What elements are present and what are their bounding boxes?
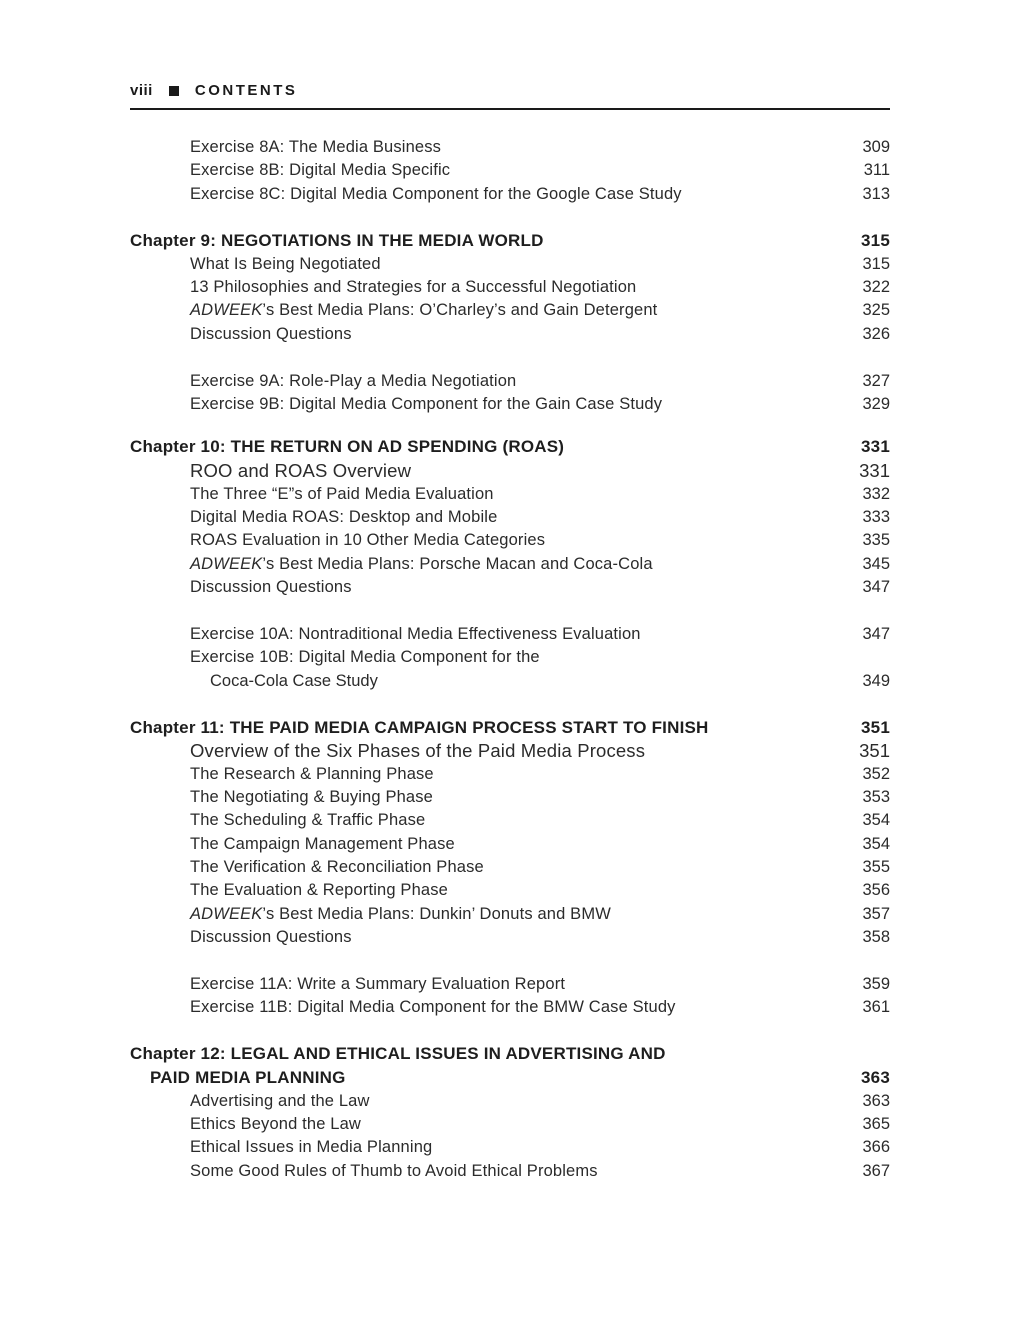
toc-page-number: 329 bbox=[862, 395, 890, 413]
toc-entry-title-rest: ’s Best Media Plans: Dunkin’ Donuts and BMW bbox=[262, 905, 611, 923]
toc-entry-title: Discussion Questions bbox=[190, 928, 352, 946]
toc-page-number: 309 bbox=[862, 138, 890, 156]
toc-entry bbox=[190, 926, 890, 949]
toc-entry bbox=[190, 786, 890, 809]
toc-entry bbox=[190, 809, 890, 832]
toc-page-number: 331 bbox=[861, 437, 890, 456]
toc-page-number: 347 bbox=[862, 578, 890, 596]
toc-entry-title: Exercise 8B: Digital Media Specific bbox=[190, 161, 451, 179]
toc-entry bbox=[190, 576, 890, 599]
toc-page-number: 367 bbox=[862, 1162, 890, 1180]
toc-entry bbox=[190, 1090, 890, 1113]
toc-entry-title-rest: ’s Best Media Plans: O’Charley’s and Gain Detergent bbox=[262, 301, 658, 319]
toc-entry-title: Some Good Rules of Thumb to Avoid Ethical Problems bbox=[190, 1162, 598, 1180]
toc-page-number: 357 bbox=[862, 905, 890, 923]
toc-entry-title: 13 Philosophies and Strategies for a Successful Negotiation bbox=[190, 278, 637, 296]
toc-chapter-heading bbox=[150, 1066, 890, 1089]
toc-entry-title: The Three “E”s of Paid Media Evaluation bbox=[190, 485, 494, 503]
toc-page-number: 325 bbox=[862, 301, 890, 319]
toc-entry-title: Discussion Questions bbox=[190, 325, 352, 343]
toc-entry bbox=[190, 833, 890, 856]
toc-entry bbox=[190, 253, 890, 276]
toc-entry bbox=[190, 276, 890, 299]
toc-entry bbox=[190, 623, 890, 646]
toc-page-number: 354 bbox=[862, 811, 890, 829]
toc-entry bbox=[190, 159, 890, 182]
toc-page-number: 361 bbox=[862, 998, 890, 1016]
toc-entry-title: Exercise 11A: Write a Summary Evaluation Report bbox=[190, 975, 566, 993]
toc-entry-title: Exercise 10B: Digital Media Component for the bbox=[190, 648, 540, 666]
toc-page-number: 327 bbox=[862, 372, 890, 390]
toc-entry bbox=[190, 483, 890, 506]
toc-entry bbox=[190, 183, 890, 206]
page-number: viii bbox=[130, 82, 153, 99]
toc-entry-title: Chapter 12: LEGAL AND ETHICAL ISSUES IN ADVERTISING AND bbox=[130, 1044, 666, 1063]
toc-entry bbox=[190, 323, 890, 346]
toc-entry-title: Overview of the Six Phases of the Paid Media Process bbox=[190, 740, 646, 761]
toc-entry bbox=[190, 529, 890, 552]
toc-page-number: 359 bbox=[862, 975, 890, 993]
toc-page-number: 332 bbox=[862, 485, 890, 503]
toc-entry-title: PAID MEDIA PLANNING bbox=[150, 1068, 346, 1087]
square-bullet-icon bbox=[169, 86, 179, 96]
toc-entry bbox=[190, 856, 890, 879]
toc-entry bbox=[190, 393, 890, 416]
toc-entry bbox=[190, 739, 890, 762]
toc-entry-title: Ethical Issues in Media Planning bbox=[190, 1138, 433, 1156]
toc-page-number: 351 bbox=[859, 740, 890, 761]
running-title: CONTENTS bbox=[194, 82, 298, 99]
publication-name: ADWEEK bbox=[190, 555, 263, 573]
toc-entry-title: The Verification & Reconciliation Phase bbox=[190, 858, 484, 876]
toc-entry-title: Discussion Questions bbox=[190, 578, 352, 596]
toc-page-number: 335 bbox=[862, 531, 890, 549]
toc-entry-title: The Campaign Management Phase bbox=[190, 835, 455, 853]
toc-entry bbox=[210, 670, 890, 693]
toc-page-number: 351 bbox=[861, 718, 890, 737]
toc-entry bbox=[190, 1113, 890, 1136]
toc-entry-title: Coca-Cola Case Study bbox=[210, 672, 378, 690]
toc-entry-title: Chapter 10: THE RETURN ON AD SPENDING (ROAS) bbox=[130, 437, 565, 456]
toc-entry-title: Exercise 10A: Nontraditional Media Effectiveness Evaluation bbox=[190, 625, 641, 643]
toc-entry bbox=[190, 763, 890, 786]
toc-entry-title-rest: ’s Best Media Plans: Porsche Macan and Coca-Cola bbox=[262, 555, 653, 573]
toc-entry-title: The Negotiating & Buying Phase bbox=[190, 788, 433, 806]
toc-entry bbox=[190, 973, 890, 996]
toc-chapter-heading bbox=[130, 435, 890, 458]
toc-entry bbox=[190, 1160, 890, 1183]
toc-page-number: 349 bbox=[862, 672, 890, 690]
toc-entry-title: Ethics Beyond the Law bbox=[190, 1115, 362, 1133]
toc-chapter-heading bbox=[130, 229, 890, 252]
toc-entry bbox=[190, 903, 890, 926]
toc-page-number: 315 bbox=[861, 231, 890, 250]
toc-entry bbox=[190, 299, 890, 322]
toc-page-number: 365 bbox=[862, 1115, 890, 1133]
toc-entry bbox=[190, 553, 890, 576]
toc-entry-title: Exercise 11B: Digital Media Component for the BMW Case Study bbox=[190, 998, 676, 1016]
toc-entry-title: Exercise 9B: Digital Media Component for the Gain Case Study bbox=[190, 395, 663, 413]
toc-page-number: 356 bbox=[862, 881, 890, 899]
toc-entry-title: The Scheduling & Traffic Phase bbox=[190, 811, 426, 829]
toc-page-number: 352 bbox=[862, 765, 890, 783]
toc-entry-title: Advertising and the Law bbox=[190, 1092, 370, 1110]
toc-entry-title: Exercise 8C: Digital Media Component for the Google Case Study bbox=[190, 185, 682, 203]
toc-entry-title: What Is Being Negotiated bbox=[190, 255, 381, 273]
toc-page-number: 353 bbox=[862, 788, 890, 806]
toc-entry bbox=[190, 136, 890, 159]
toc-page-number: 345 bbox=[862, 555, 890, 573]
toc-entry-title: ROO and ROAS Overview bbox=[190, 460, 412, 481]
toc-page-number: 326 bbox=[862, 325, 890, 343]
toc-entry bbox=[190, 370, 890, 393]
toc-page-number: 354 bbox=[862, 835, 890, 853]
toc-entry-title: Chapter 11: THE PAID MEDIA CAMPAIGN PROCESS START TO FINISH bbox=[130, 718, 709, 737]
toc-entry-title bbox=[190, 905, 611, 923]
toc-entry-title: Exercise 9A: Role-Play a Media Negotiation bbox=[190, 372, 517, 390]
toc-entry-title: Digital Media ROAS: Desktop and Mobile bbox=[190, 508, 498, 526]
toc-entry-title: The Research & Planning Phase bbox=[190, 765, 434, 783]
toc-entry-title: The Evaluation & Reporting Phase bbox=[190, 881, 448, 899]
publication-name: ADWEEK bbox=[190, 905, 263, 923]
toc-page-number: 315 bbox=[862, 255, 890, 273]
toc-page-number: 347 bbox=[862, 625, 890, 643]
page-header bbox=[130, 82, 890, 110]
toc-entry bbox=[190, 459, 890, 482]
toc-page-number: 313 bbox=[862, 185, 890, 203]
toc-entry-title bbox=[190, 555, 653, 573]
toc-page-number: 311 bbox=[863, 161, 890, 179]
toc-page-number: 363 bbox=[862, 1092, 890, 1110]
toc-page-number: 366 bbox=[862, 1138, 890, 1156]
toc-page-number: 355 bbox=[862, 858, 890, 876]
toc-page-number: 333 bbox=[862, 508, 890, 526]
toc-page-number: 363 bbox=[861, 1068, 890, 1087]
toc-entry-title bbox=[190, 301, 657, 319]
toc-page-number: 358 bbox=[862, 928, 890, 946]
toc-page-number: 331 bbox=[859, 460, 890, 481]
toc-entry-title: Exercise 8A: The Media Business bbox=[190, 138, 442, 156]
publication-name: ADWEEK bbox=[190, 301, 263, 319]
toc-chapter-heading bbox=[130, 1042, 890, 1065]
toc-entry bbox=[190, 646, 890, 669]
toc-entry-title: ROAS Evaluation in 10 Other Media Categories bbox=[190, 531, 546, 549]
toc-page-number: 322 bbox=[862, 278, 890, 296]
toc-entry bbox=[190, 506, 890, 529]
toc-entry bbox=[190, 879, 890, 902]
toc-chapter-heading bbox=[130, 716, 890, 739]
toc-entry bbox=[190, 996, 890, 1019]
toc-entry-title: Chapter 9: NEGOTIATIONS IN THE MEDIA WORLD bbox=[130, 231, 544, 250]
toc-entry bbox=[190, 1136, 890, 1159]
